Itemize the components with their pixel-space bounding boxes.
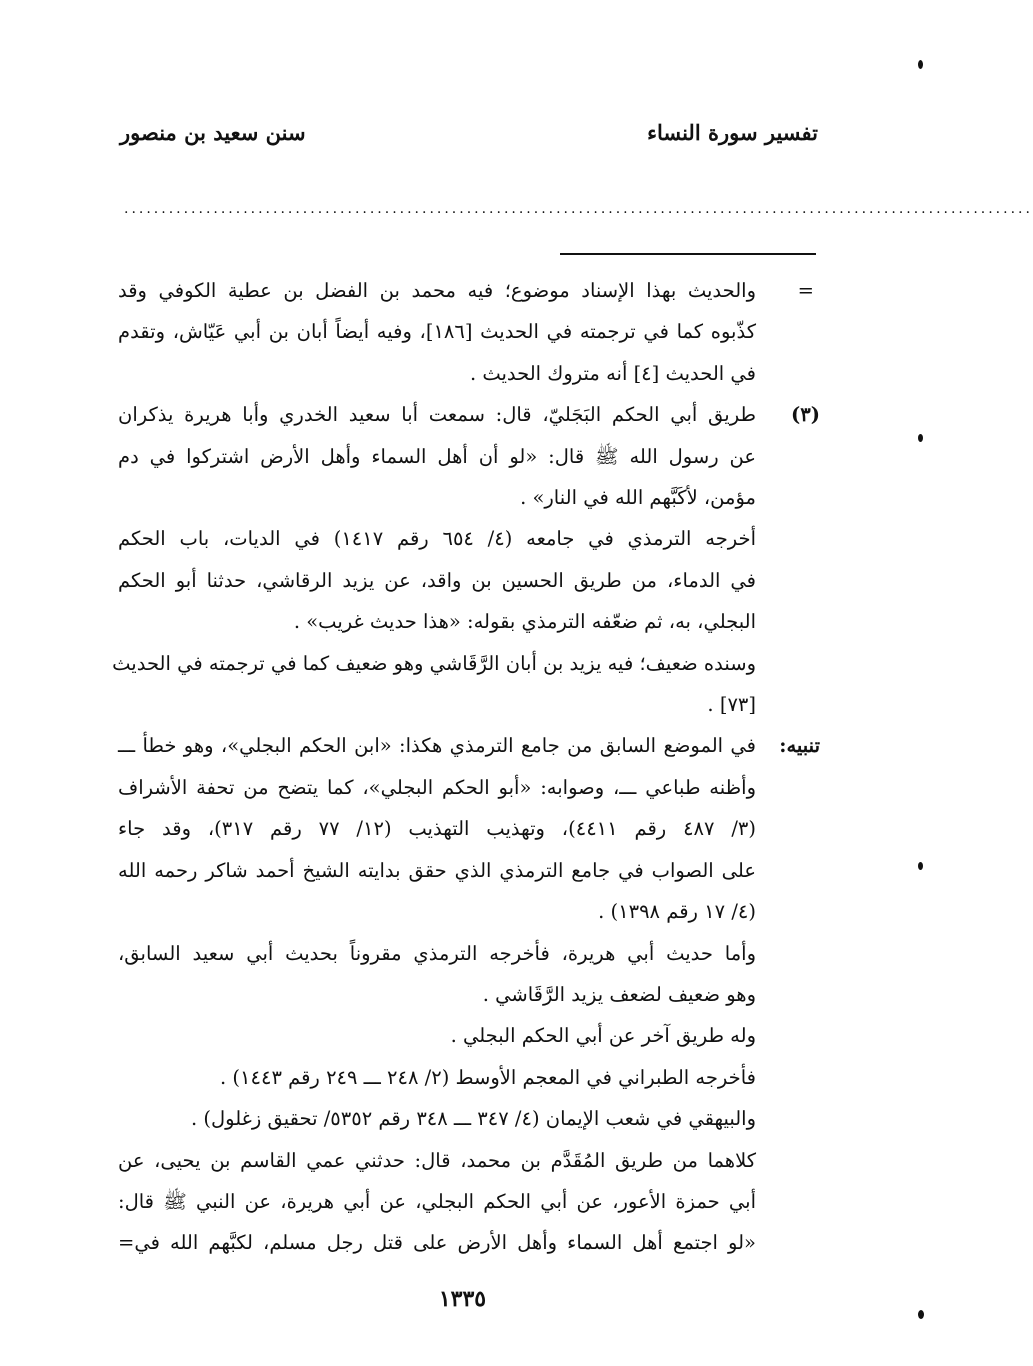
text-line: وله طريق آخر عن أبي الحكم البجلي . [450,1024,756,1048]
text-line: في الدماء، من طريق الحسين بن واقد، عن يزيد الرقاشي، حدثنا أبو الحكم [118,568,756,592]
text-line: والبيهقي في شعب الإيمان (٤/ ٣٤٧ ـــ ٣٤٨ رقم ٥٣٥٢/ تحقيق زغلول) . [190,1107,756,1131]
note-label: تنبيه: [779,734,820,758]
footnote-3 [112,394,820,725]
text-line: (٤/ ١٧ رقم ١٣٩٨) . [598,900,756,924]
text-line: مؤمن، لأكَبَّهم الله في النار» . [520,486,756,510]
text-line: على الصواب في جامع الترمذي الذي حقق بدايته الشيخ أحمد شاكر رحمه الله [118,858,756,882]
footnote-number: (٣) [791,403,820,427]
note-tanbih [118,725,820,1263]
text-line: طريق أبي الحكم البَجَليّ، قال: سمعت أبا سعيد الخدري وأبا هريرة يذكران [118,403,756,427]
book-title: سنن سعيد بن منصور [120,119,306,145]
text-line: فأخرجه الطبراني في المعجم الأوسط (٢/ ٢٤٨ ـــ ٢٤٩ رقم ١٤٤٣) . [220,1065,756,1089]
surah-title: تفسير سورة النساء [647,119,818,145]
text-line: أبي حمزة الأعور، عن أبي الحكم البجلي، عن أبي هريرة، عن النبي ﷺ قال: [118,1189,756,1213]
page-number: ١٣٣٥ [438,1286,487,1312]
text-line: والحديث بهذا الإسناد موضوع؛ فيه محمد بن الفضل بن عطية الكوفي وقد [118,279,756,302]
text-line: في الحديث [٤] أنه متروك الحديث . [469,361,756,385]
running-header [120,112,818,152]
text-line: وهو ضعيف لضعف يزيد الرَّقَاشي . [482,982,756,1006]
footnote-continuation [118,270,820,394]
scan-speck [918,434,923,442]
text-line: البجلي، به، ثم ضعّفه الترمذي بقوله: «هذا حديث غريب» . [293,610,756,634]
text-line: أخرجه الترمذي في جامعه (٤/ ٦٥٤ رقم ١٤١٧) في الديات، باب الحكم [118,527,756,551]
continuation-marker: = [797,279,814,302]
text-line: وأظنه طباعي ـــ، وصوابه: «أبو الحكم البجلي»، كما يتضح من تحفة الأشراف [118,775,756,799]
footnote-rule [560,253,816,255]
text-line: [٧٣] . [707,693,756,717]
text-line: «لو اجتمع أهل السماء وأهل الأرض على قتل رجل مسلم، لكبَّهم الله في= [118,1231,756,1255]
text-line: عن رسول الله ﷺ قال: «لو أن أهل السماء وأهل الأرض اشتركوا في دم [118,444,756,468]
text-line: كذّبوه كما في ترجمته في الحديث [١٨٦]، وفيه أيضاً أبان بن أبي عَيّاش، وتقدم [118,320,756,344]
dotted-separator: .......................................................................................................................... [124,201,1033,217]
text-line: وأما حديث أبي هريرة، فأخرجه الترمذي مقروناً بحديث أبي سعيد السابق، [118,941,756,965]
text-line: (٣/ ٤٨٧ رقم ٤٤١١)، وتهذيب التهذيب (١٢/ ٧٧ رقم ٣١٧)، وقد جاء [118,817,757,841]
scan-speck [918,1310,924,1319]
scan-speck [918,862,923,870]
text-line: وسنده ضعيف؛ فيه يزيد بن أبان الرَّقَاشي وهو ضعيف كما في ترجمته في الحديث [112,651,756,675]
footnote-body [112,270,820,1264]
text-line: كلاهما من طريق المُقَدَّم بن محمد، قال: حدثني عمي القاسم بن يحيى، عن [118,1148,756,1172]
text-line: في الموضع السابق من جامع الترمذي هكذا: «ابن الحكم البجلي»، وهو خطأ ـــ [118,734,756,758]
scan-speck [918,60,923,69]
